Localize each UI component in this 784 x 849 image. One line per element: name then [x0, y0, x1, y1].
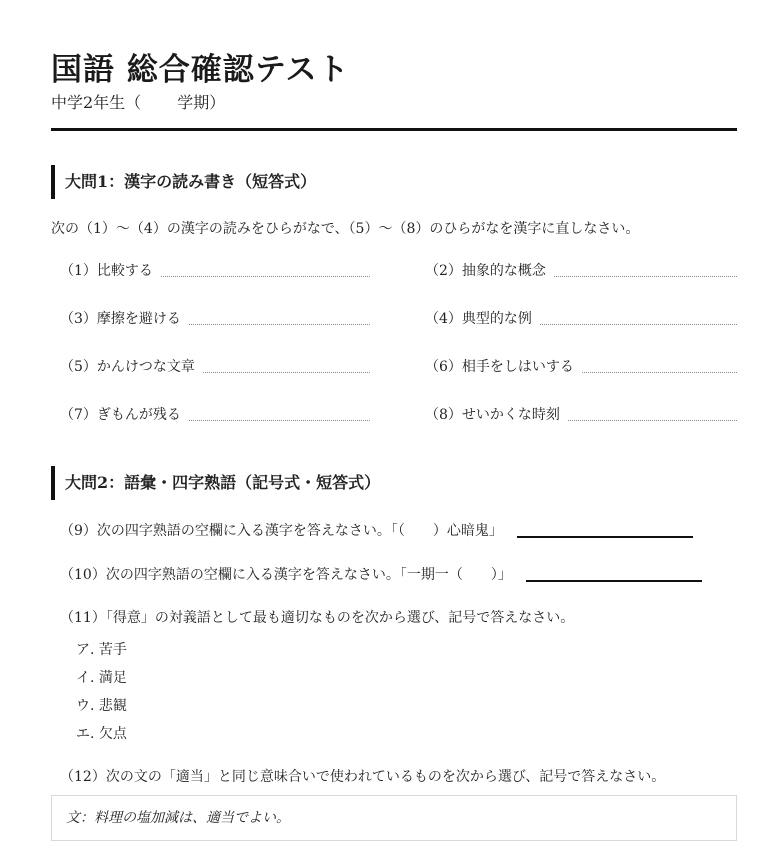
answer-blank-10[interactable]	[526, 566, 702, 582]
question-3	[60, 306, 370, 328]
question-8	[425, 402, 737, 424]
term-label: 学期）	[177, 93, 226, 112]
option-a: ア. 苦手	[76, 642, 127, 658]
question-label: （6）相手をしはいする	[425, 359, 574, 375]
question-label: （8）せいかくな時刻	[425, 407, 560, 423]
example-sentence-box: 文：料理の塩加減は、適当でよい。	[51, 795, 737, 841]
question-label: （3）摩擦を避ける	[60, 311, 181, 327]
answer-blank[interactable]	[203, 360, 370, 373]
question-label: （1）比較する	[60, 263, 153, 279]
question-label: （7）ぎもんが残る	[60, 407, 181, 423]
answer-blank[interactable]	[189, 312, 370, 325]
grade-label: 中学2年生（	[51, 93, 142, 112]
question-12-text: （12）次の文の「適当」と同じ意味合いで使われているものを次から選び、記号で答えなさい。	[60, 769, 666, 785]
question-5	[60, 354, 370, 376]
section1-heading: 大問1：漢字の読み書き（短答式）	[51, 165, 651, 199]
answer-blank[interactable]	[161, 264, 370, 277]
option-e: エ. 欠点	[76, 726, 127, 742]
question-9-text: （9）次の四字熟語の空欄に入る漢字を答えなさい。「（ ）心暗鬼」	[60, 523, 503, 539]
answer-blank[interactable]	[568, 408, 737, 421]
answer-blank[interactable]	[582, 360, 737, 373]
section2-heading: 大問2：語彙・四字熟語（記号式・短答式）	[51, 466, 651, 500]
question-label: （2）抽象的な概念	[425, 263, 546, 279]
page-title: 国語 総合確認テスト	[51, 52, 350, 88]
option-u: ウ. 悲観	[76, 698, 127, 714]
question-7	[60, 402, 370, 424]
question-10-text: （10）次の四字熟語の空欄に入る漢字を答えなさい。「一期一（ ）」	[60, 567, 512, 583]
grade-term-line	[51, 90, 225, 113]
header-divider	[51, 128, 737, 131]
question-2	[425, 258, 737, 280]
question-6	[425, 354, 737, 376]
question-11-text: （11）「得意」の対義語として最も適切なものを次から選び、記号で答えなさい。	[60, 610, 575, 626]
answer-blank[interactable]	[540, 312, 737, 325]
question-1	[60, 258, 370, 280]
question-label: （5）かんけつな文章	[60, 359, 195, 375]
answer-blank[interactable]	[189, 408, 370, 421]
answer-blank[interactable]	[554, 264, 737, 277]
section1-instruction: 次の（1）～（4）の漢字の読みをひらがなで、（5）～（8）のひらがなを漢字に直しなさい。	[51, 221, 640, 237]
question-9	[60, 520, 693, 540]
answer-blank-9[interactable]	[517, 522, 693, 538]
option-i: イ. 満足	[76, 670, 127, 686]
question-10	[60, 564, 702, 584]
question-4	[425, 306, 737, 328]
question-label: （4）典型的な例	[425, 311, 532, 327]
